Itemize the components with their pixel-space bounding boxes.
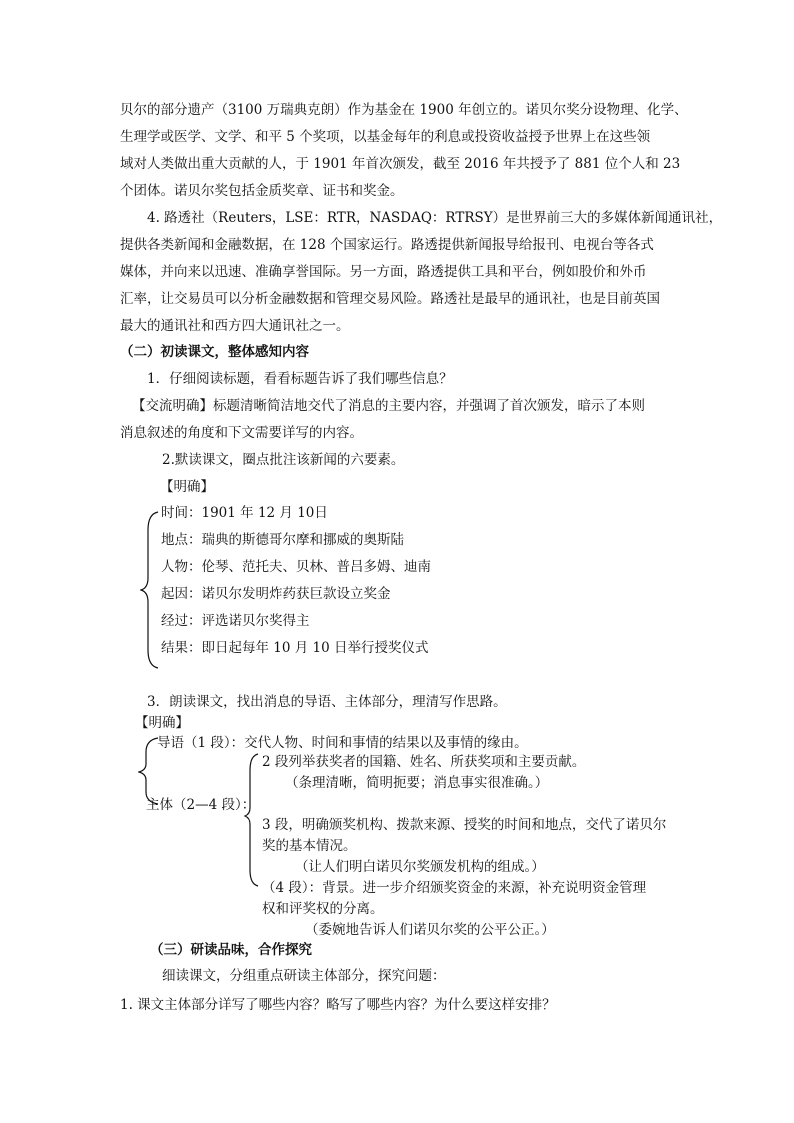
- para2-note: （条理清晰，简明扼要；消息事实很准确。）: [285, 775, 549, 791]
- intro-line-1: 贝尔的部分遗产（3100 万瑞典克朗）作为基金在 1900 年创立的。诺贝尔奖分设物理、化学、: [120, 102, 688, 118]
- para4-line-1: （4 段）：背景。进一步介绍颁奖资金的来源，补充说明资金管理: [262, 880, 647, 896]
- reuters-line-3: 媒体，并向来以迅速、准确享誉国际。另一方面，路透提供工具和平台，例如股价和外币: [120, 264, 647, 280]
- section3-intro: 细读课文，分组重点研读主体部分，探究问题：: [162, 968, 446, 984]
- section3-q1: 1. 课文主体部分详写了哪些内容？略写了哪些内容？为什么要这样安排？: [120, 997, 556, 1013]
- mingque-label: 【明确】: [160, 479, 214, 495]
- intro-line-3: 域对人类做出重大贡献的人，于 1901 年首次颁发，截至 2016 年共授予了 881 位个人和 23: [120, 156, 681, 172]
- element-place: 地点：瑞典的斯德哥尔摩和挪威的奥斯陆: [161, 532, 404, 548]
- section2-answer1-line-2: 消息叙述的角度和下文需要详写的内容。: [120, 425, 363, 441]
- mingque-label-2: 【明确】: [135, 715, 189, 731]
- section2-answer1-line-1: 【交流明确】标题清晰简洁地交代了消息的主要内容，并强调了首次颁发，暗示了本则: [132, 398, 645, 414]
- reuters-line-2: 提供各类新闻和金融数据，在 128 个国家运行。路透提供新闻报导给报刊、电视台等各式: [120, 237, 654, 253]
- section2-heading: （二）初读课文，整体感知内容: [120, 344, 309, 360]
- intro-line-2: 生理学或医学、文学、和平 5 个奖项，以基金每年的利息或投资收益授予世界上在这些领: [120, 129, 651, 145]
- section2-q3: 3．朗读课文，找出消息的导语、主体部分，理清写作思路。: [147, 694, 507, 710]
- daoyu: 导语（1 段）：交代人物、时间和事情的结果以及事情的缘由。: [157, 735, 528, 751]
- para3-line-2: 奖的基本情况。: [262, 838, 357, 854]
- reuters-line-5: 最大的通讯社和西方四大通讯社之一。: [120, 318, 350, 334]
- element-cause: 起因：诺贝尔发明炸药获巨款设立奖金: [161, 586, 391, 602]
- section2-q1: 1．仔细阅读标题，看看标题告诉了我们哪些信息？: [147, 371, 453, 387]
- para4-note: （委婉地告诉人们诺贝尔奖的公平公正。）: [305, 922, 555, 938]
- para3-line-1: 3 段，明确颁奖机构、拨款来源、授奖的时间和地点，交代了诺贝尔: [262, 817, 667, 833]
- element-time: 时间：1901 年 12 月 10日: [161, 505, 328, 521]
- section3-heading: （三）研读品味，合作探究: [150, 942, 312, 958]
- element-process: 经过：评选诺贝尔奖得主: [161, 613, 310, 629]
- section2-q2: 2.默读课文，圈点批注该新闻的六要素。: [162, 452, 405, 468]
- para2-text: 2 段列举获奖者的国籍、姓名、所获奖项和主要贡献。: [262, 754, 586, 770]
- intro-line-4: 个团体。诺贝尔奖包括金质奖章、证书和奖金。: [120, 183, 404, 199]
- para3-note: （让人们明白诺贝尔奖颁发机构的组成。）: [295, 859, 545, 875]
- body-brace: [244, 752, 262, 888]
- reuters-line-1: 4. 路透社（Reuters，LSE：RTR，NASDAQ：RTRSY）是世界前三大的多媒体新闻通讯社，: [147, 210, 723, 226]
- element-result: 结果：即日起每年 10 月 10 日举行授奖仪式: [161, 640, 429, 656]
- zhuti-label: 主体（2—4 段）：: [146, 797, 256, 813]
- para4-line-2: 权和评奖权的分离。: [262, 901, 384, 917]
- reuters-line-4: 汇率，让交易员可以分析金融数据和管理交易风险。路透社是最早的通讯社，也是目前英国: [120, 291, 660, 307]
- six-elements-brace: [140, 510, 162, 670]
- element-people: 人物：伦琴、范托夫、贝林、普吕多姆、迪南: [161, 559, 431, 575]
